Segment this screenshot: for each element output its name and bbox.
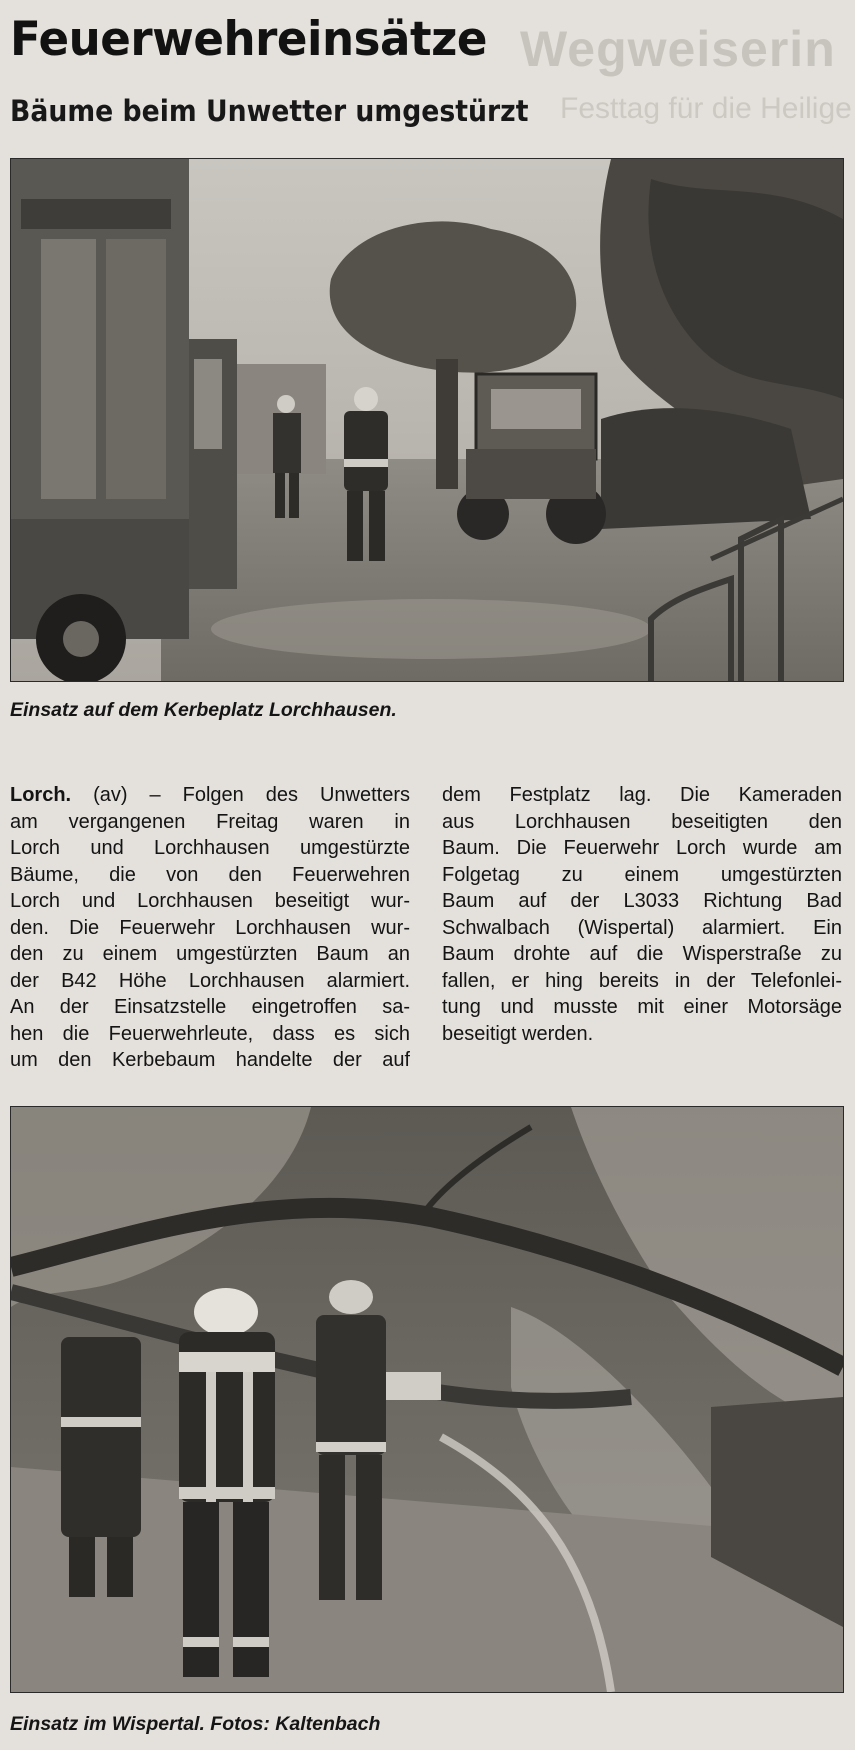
- article-dateline: Lorch.: [10, 784, 72, 806]
- article-line: dem Festplatz lag. Die Kameraden: [442, 784, 842, 806]
- article-line: An der Einsatzstelle eingetroffen sa-: [10, 996, 410, 1018]
- photo-fire-truck-scene: [11, 159, 843, 681]
- article-column-right: [442, 782, 842, 1047]
- photo-kerbeplatz-lorchhausen: [10, 158, 844, 682]
- photo-fallen-tree-scene: [11, 1107, 843, 1692]
- article-line: Lorch und Lorchhausen umgestürzte: [10, 837, 410, 859]
- article-line: um den Kerbebaum handelte der auf: [10, 1049, 410, 1071]
- article-line: tung und musste mit einer Motorsäge: [442, 996, 842, 1018]
- photo2-caption: Einsatz im Wispertal. Fotos: Kaltenbach: [10, 1713, 381, 1735]
- article-subheadline: Bäume beim Unwetter umgestürzt: [10, 94, 529, 128]
- article-line: Baum auf der L3033 Richtung Bad: [442, 890, 842, 912]
- article-line: aus Lorchhausen beseitigten den: [442, 810, 842, 833]
- article-line: Baum drohte auf die Wisperstraße zu: [442, 943, 842, 965]
- bleed-through-subline: Festtag für die Heilige: [560, 92, 852, 125]
- chainsaw-icon: [386, 1372, 441, 1400]
- article-headline: Feuerwehreinsätze: [10, 12, 487, 67]
- bleed-through-headline: Wegweiserin: [520, 21, 836, 77]
- photo-wispertal: [10, 1106, 844, 1693]
- article-line: Folgetag zu einem umgestürzten: [442, 863, 842, 886]
- article-line: Lorch. (av) – Folgen des Unwetters: [10, 784, 410, 806]
- article-line: am vergangenen Freitag waren in: [10, 810, 410, 833]
- article-column-left: [10, 782, 410, 1074]
- article-line: Schwalbach (Wispertal) alarmiert. Ein: [442, 916, 842, 939]
- article-line: Lorch und Lorchhausen beseitigt wur-: [10, 890, 410, 912]
- article-line: den zu einem umgestürzten Baum an: [10, 943, 410, 965]
- article-line: fallen, er hing bereits in der Telefonlei-: [442, 969, 842, 992]
- article-line: hen die Feuerwehrleute, dass es sich: [10, 1022, 410, 1045]
- article-line: den. Die Feuerwehr Lorchhausen wur-: [10, 916, 410, 939]
- article-line: beseitigt werden.: [442, 1022, 594, 1045]
- photo1-caption: Einsatz auf dem Kerbeplatz Lorchhausen.: [10, 699, 397, 721]
- article-line: Baum. Die Feuerwehr Lorch wurde am: [442, 837, 842, 859]
- article-line: Bäume, die von den Feuerwehren: [10, 863, 410, 886]
- article-line: der B42 Höhe Lorchhausen alarmiert.: [10, 969, 410, 992]
